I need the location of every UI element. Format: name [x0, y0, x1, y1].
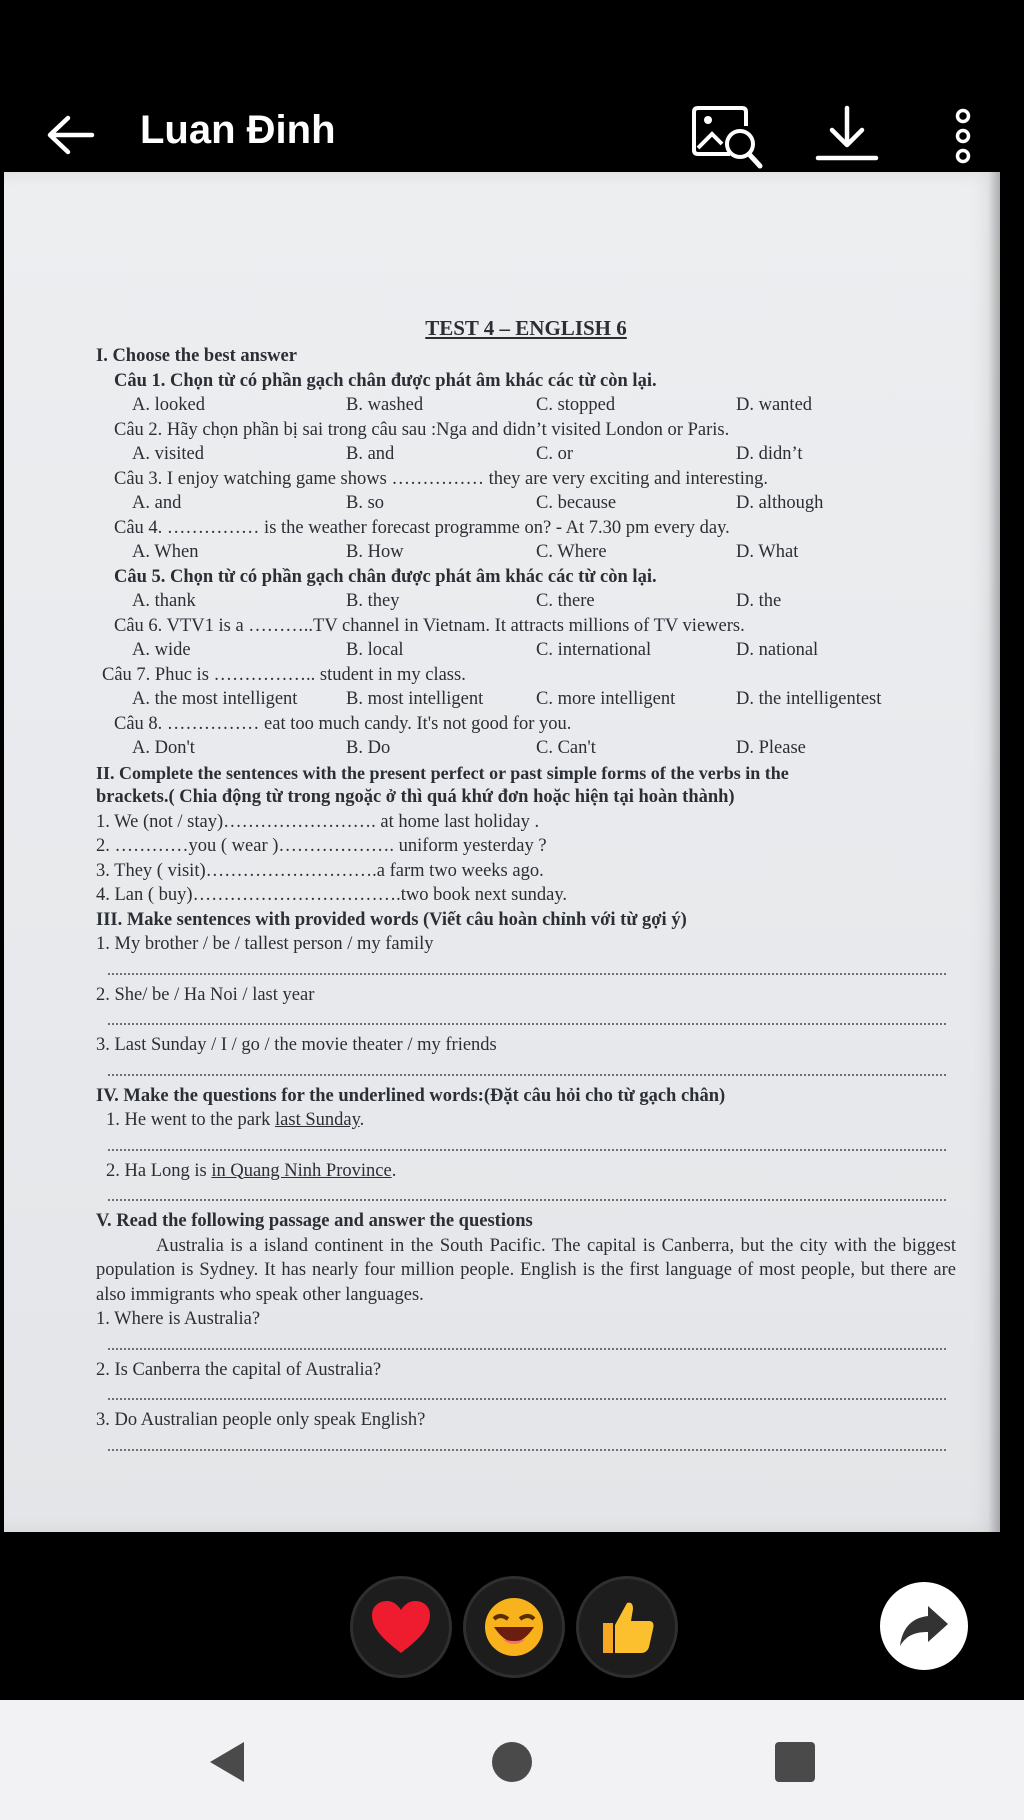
more-vert-icon[interactable] — [948, 104, 978, 170]
exam-heading: TEST 4 – ENGLISH 6 — [425, 316, 627, 340]
s5-item-3: 3. Do Australian people only speak English? — [96, 1410, 426, 1430]
q6-option-c: C. international — [536, 640, 652, 660]
s4-q1-text: 1. He went to the park — [106, 1110, 276, 1130]
exam-paper-photo[interactable] — [4, 172, 1000, 1532]
s2-item-2: 2. …………you ( wear )………………. uniform yesterday ? — [96, 836, 547, 856]
answer-line — [96, 1183, 956, 1209]
answer-line — [96, 1332, 956, 1358]
reaction-bar — [0, 1540, 1024, 1700]
download-icon[interactable] — [812, 104, 882, 166]
q3-option-a: A. and — [132, 493, 182, 513]
thumbs-up-icon[interactable] — [576, 1576, 678, 1678]
question-6: Câu 6. VTV1 is a ………..TV channel in Vietnam. It attracts millions of TV viewers. — [114, 615, 745, 636]
nav-home-icon[interactable] — [492, 1742, 532, 1782]
question-6-options — [96, 638, 956, 663]
question-7: Câu 7. Phuc is …………….. student in my class. — [102, 664, 466, 685]
q2-option-a: A. visited — [132, 444, 204, 464]
s2-item-4: 4. Lan ( buy)…………………………….two book next sunday. — [96, 885, 568, 905]
answer-line — [96, 1433, 956, 1459]
nav-recents-icon[interactable] — [775, 1742, 815, 1782]
q8-option-b: B. Do — [346, 738, 391, 758]
q2-option-c: C. or — [536, 444, 573, 464]
section-2-title: II. Complete the sentences with the present perfect or past simple forms of the verbs in the — [96, 762, 789, 783]
page-title: Luan Đinh — [140, 108, 336, 152]
section-4-title: IV. Make the questions for the underlined words:(Đặt câu hỏi cho từ gạch chân) — [96, 1085, 726, 1106]
q5-option-a: A. thank — [132, 591, 196, 611]
q7-option-d: D. the intelligentest — [736, 689, 882, 709]
q7-option-b: B. most intelligent — [346, 689, 484, 709]
q3-option-d: D. although — [736, 493, 824, 513]
question-3-options — [96, 491, 956, 516]
question-2: Câu 2. Hãy chọn phần bị sai trong câu sau :Nga and didn’t visited London or Paris. — [114, 419, 730, 440]
q3-option-b: B. so — [346, 493, 385, 513]
question-5-options — [96, 589, 956, 614]
s2-item-1: 1. We (not / stay)……………………. at home last holiday . — [96, 811, 540, 832]
s4-item-1 — [96, 1108, 956, 1133]
question-2-options — [96, 442, 956, 467]
answer-line — [96, 1058, 956, 1084]
s4-q1-underlined: last Sunday — [275, 1110, 360, 1130]
laughing-face-icon[interactable] — [463, 1576, 565, 1678]
section-3-title: III. Make sentences with provided words (Viết câu hoàn chỉnh với từ gợi ý) — [96, 909, 687, 930]
s4-q2-text: 2. Ha Long is — [106, 1160, 212, 1181]
s5-item-2: 2. Is Canberra the capital of Australia? — [96, 1359, 382, 1380]
q2-option-d: D. didn’t — [736, 444, 803, 464]
question-8-options — [96, 736, 956, 761]
s5-item-1: 1. Where is Australia? — [96, 1309, 261, 1329]
s2-item-3: 3. They ( visit)……………………….a farm two weeks ago. — [96, 860, 544, 881]
heart-icon[interactable] — [350, 1576, 452, 1678]
answer-line — [96, 1133, 956, 1159]
q5-option-b: B. they — [346, 591, 400, 611]
s3-item-2: 2. She/ be / Ha Noi / last year — [96, 984, 315, 1005]
paper-edge-shadow — [988, 172, 1000, 1532]
image-search-icon[interactable] — [690, 104, 766, 170]
section-5-title: V. Read the following passage and answer the questions — [96, 1211, 533, 1231]
s4-q2-end: . — [391, 1160, 397, 1181]
s3-item-1: 1. My brother / be / tallest person / my family — [96, 934, 434, 954]
reading-passage: Australia is a island continent in the South Pacific. The capital is Canberra, but the city with the biggest population is Sydney. It has nearly four million people. English is the first language of most people, but there are also immigrants who speak other languages. — [96, 1235, 956, 1305]
q5-option-c: C. there — [536, 591, 595, 611]
exam-document — [96, 312, 956, 1459]
q4-option-c: C. Where — [536, 542, 607, 562]
system-nav-bar — [0, 1700, 1024, 1820]
q8-option-d: D. Please — [736, 738, 806, 758]
q1-option-c: C. stopped — [536, 395, 616, 415]
s4-q2-underlined: in Quang Ninh Province — [211, 1160, 392, 1181]
q6-option-a: A. wide — [132, 640, 191, 660]
q8-option-a: A. Don't — [132, 738, 195, 758]
q5-option-d: D. the — [736, 591, 782, 611]
q1-option-d: D. wanted — [736, 395, 813, 415]
q8-option-c: C. Can't — [536, 738, 596, 758]
q4-option-a: A. When — [132, 542, 199, 562]
q1-option-b: B. washed — [346, 395, 424, 415]
answer-line — [96, 1007, 956, 1033]
q4-option-d: D. What — [736, 542, 799, 562]
share-icon[interactable] — [880, 1582, 968, 1670]
back-arrow-icon[interactable] — [40, 104, 102, 166]
question-1-options — [96, 393, 956, 418]
question-1: Câu 1. Chọn từ có phần gạch chân được phát âm khác các từ còn lại. — [114, 370, 657, 391]
question-7-options — [96, 687, 956, 712]
nav-back-icon[interactable] — [206, 1740, 246, 1784]
s4-q1-end: . — [359, 1110, 365, 1130]
question-4: Câu 4. …………… is the weather forecast programme on? - At 7.30 pm every day. — [114, 517, 730, 538]
q2-option-b: B. and — [346, 444, 395, 464]
s3-item-3: 3. Last Sunday / I / go / the movie theater / my friends — [96, 1035, 497, 1055]
question-4-options — [96, 540, 956, 565]
section-1-title: I. Choose the best answer — [96, 346, 297, 366]
q7-option-c: C. more intelligent — [536, 689, 676, 709]
section-2-title-cont: brackets.( Chia động từ trong ngoặc ở thì quá khứ đơn hoặc hiện tại hoàn thành) — [96, 787, 735, 807]
answer-line — [96, 1382, 956, 1408]
q7-option-a: A. the most intelligent — [132, 689, 298, 709]
question-8: Câu 8. …………… eat too much candy. It's not good for you. — [114, 713, 572, 734]
q3-option-c: C. because — [536, 493, 617, 513]
question-5: Câu 5. Chọn từ có phần gạch chân được phát âm khác các từ còn lại. — [114, 566, 657, 587]
q1-option-a: A. looked — [132, 395, 205, 415]
q4-option-b: B. How — [346, 542, 404, 562]
answer-line — [96, 957, 956, 983]
q6-option-b: B. local — [346, 640, 404, 660]
question-3: Câu 3. I enjoy watching game shows …………… they are very exciting and interesting. — [114, 468, 769, 489]
q6-option-d: D. national — [736, 640, 819, 660]
app-bar — [0, 0, 1024, 170]
s4-item-2 — [96, 1159, 956, 1184]
